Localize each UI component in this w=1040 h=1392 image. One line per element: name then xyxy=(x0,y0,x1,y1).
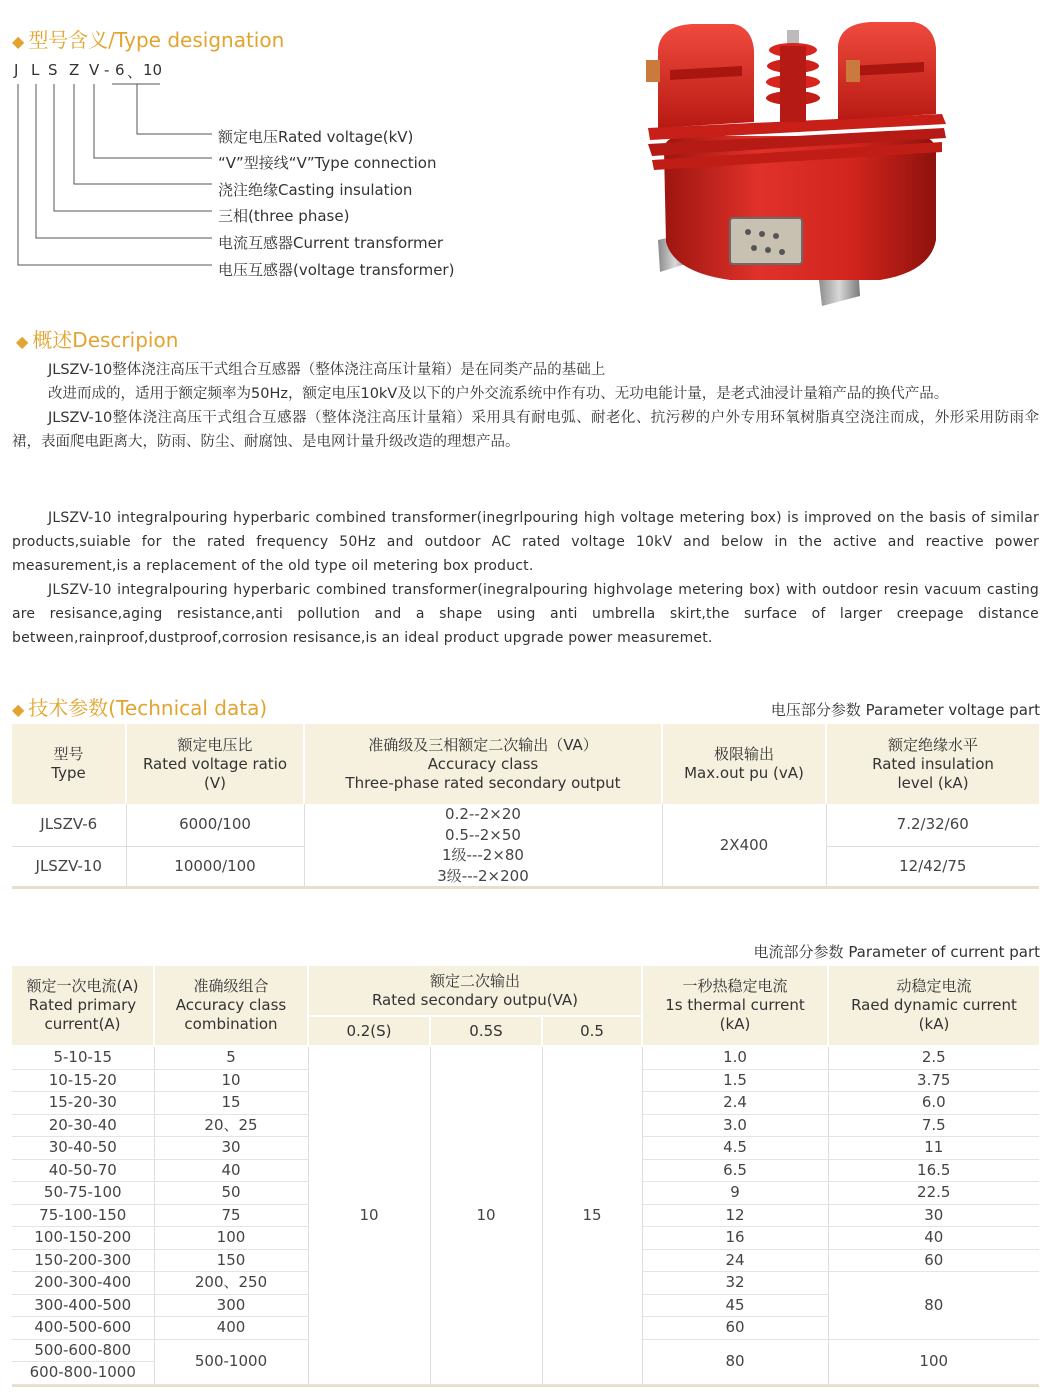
ch-combo-cn: 准确级组合 xyxy=(193,977,269,995)
ch-dynamic-cn: 动稳定电流 xyxy=(896,977,972,995)
cr-combo: 50 xyxy=(154,1182,308,1205)
cr-thermal: 4.5 xyxy=(642,1137,828,1160)
cr-primary: 50-75-100 xyxy=(12,1182,154,1205)
cr-thermal: 60 xyxy=(642,1317,828,1340)
ch-thermal-en: 1s thermal current xyxy=(665,996,805,1014)
vh-max-cn: 极限输出 xyxy=(713,745,774,763)
cr-primary: 150-200-300 xyxy=(12,1249,154,1272)
voltage-table xyxy=(12,724,1039,887)
cr-thermal: 9 xyxy=(642,1182,828,1205)
ch-combo-en1: Accuracy class xyxy=(175,996,287,1014)
code-letter-z: Z xyxy=(69,61,80,79)
vh-type-cn: 型号 xyxy=(53,745,84,763)
cr-combo: 75 xyxy=(154,1204,308,1227)
cn-paragraph-2: JLSZV-10整体浇注高压干式组合互感器（整体浇注高压计量箱）采用具有耐电弧、耐老化、抗污秽的户外专用环氧树脂真空浇注而成，外形采用防雨伞裙，表面爬电距离大，防雨、防尘、耐腐蚀、是电网计量升级改造的理想产品。 xyxy=(12,410,1039,450)
cr-combo: 400 xyxy=(154,1317,308,1340)
description-heading: 概述Descripion xyxy=(32,328,179,352)
cr-thermal: 2.4 xyxy=(642,1092,828,1115)
vh-ins-en1: Rated insulation xyxy=(872,754,994,773)
technical-heading: 技术参数(Technical data) xyxy=(28,696,268,720)
ch-sec-02s: 0.2(S) xyxy=(308,1016,430,1046)
cr-thermal: 12 xyxy=(642,1204,828,1227)
table-row xyxy=(12,804,1039,846)
vh-ratio-cn: 额定电压比 xyxy=(177,735,253,754)
current-table-wrap xyxy=(12,966,1039,1387)
voltage-table-wrap xyxy=(12,724,1039,889)
description-english xyxy=(12,506,1039,650)
cr-thermal: 45 xyxy=(642,1294,828,1317)
designation-casting-insulation: 浇注绝缘Casting insulation xyxy=(218,181,413,199)
secondary-terminal-box xyxy=(730,218,802,264)
cr-dynamic: 22.5 xyxy=(828,1182,1039,1205)
cr-dynamic: 100 xyxy=(828,1339,1039,1384)
diamond-bullet-icon: ◆ xyxy=(16,332,29,351)
designation-voltage-transformer: 电压互感器(voltage transformer) xyxy=(218,261,455,279)
right-terminal xyxy=(846,60,860,82)
vr-accuracy-3: 1级---2×80 xyxy=(442,846,524,864)
designation-current-transformer: 电流互感器Current transformer xyxy=(218,234,444,252)
center-insulator xyxy=(766,30,820,122)
cr-sec-05s: 10 xyxy=(430,1046,542,1384)
code-letter-j: J xyxy=(14,61,19,79)
diamond-bullet-icon: ◆ xyxy=(12,32,25,51)
ch-secondary xyxy=(308,966,642,1016)
current-table-bottom-rule xyxy=(12,1385,1039,1387)
cn-paragraph-1-line-1: JLSZV-10整体浇注高压干式组合互感器（整体浇注高压计量箱）是在同类产品的基础上 xyxy=(48,362,606,378)
cr-dynamic: 7.5 xyxy=(828,1114,1039,1137)
cr-primary: 75-100-150 xyxy=(12,1204,154,1227)
cr-thermal: 80 xyxy=(642,1339,828,1384)
ch-sec-en: Rated secondary outpu(VA) xyxy=(371,990,579,1009)
cr-thermal: 1.0 xyxy=(642,1046,828,1069)
cr-thermal: 24 xyxy=(642,1249,828,1272)
designation-rated-voltage: 额定电压Rated voltage(kV) xyxy=(218,128,414,146)
cr-dynamic: 16.5 xyxy=(828,1159,1039,1182)
ch-primary-cn: 额定一次电流(A) xyxy=(26,977,139,995)
cr-primary: 400-500-600 xyxy=(12,1317,154,1340)
description-chinese xyxy=(12,358,1039,454)
cr-dynamic: 80 xyxy=(828,1272,1039,1340)
vh-acc-en1: Accuracy class xyxy=(427,754,539,773)
code-separator: 、 xyxy=(127,63,143,81)
ch-primary-en1: Rated primary xyxy=(28,996,137,1014)
vr-accuracy xyxy=(304,804,662,887)
cn-paragraph-1: 改进而成的，适用于额定频率为50Hz，额定电压10kV及以下的户外交流系统中作有功、无功电能计量，是老式油浸计量箱产品的换代产品。 xyxy=(48,386,949,402)
current-table-header xyxy=(12,966,1039,1016)
cr-combo: 500-1000 xyxy=(154,1339,308,1384)
vh-acc-cn: 准确级及三相额定二次输出（VA） xyxy=(368,735,598,754)
cr-primary: 20-30-40 xyxy=(12,1114,154,1137)
cr-combo: 200、250 xyxy=(154,1272,308,1295)
cr-combo: 100 xyxy=(154,1227,308,1250)
vr-ratio: 6000/100 xyxy=(126,804,304,846)
cr-primary: 15-20-30 xyxy=(12,1092,154,1115)
left-terminal xyxy=(646,60,660,82)
designation-three-phase: 三相(three phase) xyxy=(218,207,350,225)
vr-max-output: 2X400 xyxy=(662,804,826,887)
code-letter-v: V xyxy=(89,61,100,79)
cr-dynamic: 11 xyxy=(828,1137,1039,1160)
vh-type-en: Type xyxy=(51,764,86,782)
vh-ins-cn: 额定绝缘水平 xyxy=(887,735,978,754)
cr-primary: 5-10-15 xyxy=(12,1046,154,1069)
cr-dynamic: 3.75 xyxy=(828,1069,1039,1092)
vh-insulation xyxy=(826,724,1039,804)
code-digit-6: 6 xyxy=(115,61,125,79)
ch-dynamic xyxy=(828,966,1039,1046)
voltage-table-header xyxy=(12,724,1039,804)
vh-type xyxy=(12,724,126,804)
table-row xyxy=(12,1046,1039,1069)
cr-combo: 10 xyxy=(154,1069,308,1092)
cr-dynamic: 30 xyxy=(828,1204,1039,1227)
ch-combo xyxy=(154,966,308,1046)
cr-thermal: 16 xyxy=(642,1227,828,1250)
cr-combo: 20、25 xyxy=(154,1114,308,1137)
ch-combo-en2: combination xyxy=(184,1015,278,1033)
vh-ratio-unit: (V) xyxy=(204,773,226,792)
cr-primary: 200-300-400 xyxy=(12,1272,154,1295)
type-designation-heading: 型号含义/Type designation xyxy=(28,28,285,52)
cr-primary: 500-600-800 xyxy=(12,1339,154,1362)
cr-primary: 40-50-70 xyxy=(12,1159,154,1182)
voltage-table-bottom-rule xyxy=(12,887,1039,889)
cr-sec-02s: 10 xyxy=(308,1046,430,1384)
ch-thermal-unit: (kA) xyxy=(719,1015,751,1033)
cr-combo: 300 xyxy=(154,1294,308,1317)
vh-ratio-en: Rated voltage ratio xyxy=(142,754,288,773)
ch-primary-en2: current(A) xyxy=(44,1015,121,1033)
vr-insulation: 7.2/32/60 xyxy=(826,804,1039,846)
cr-primary: 10-15-20 xyxy=(12,1069,154,1092)
vr-accuracy-2: 0.5--2×50 xyxy=(445,825,521,844)
cr-combo: 150 xyxy=(154,1249,308,1272)
cr-primary: 600-800-1000 xyxy=(12,1362,154,1385)
cr-primary: 100-150-200 xyxy=(12,1227,154,1250)
cr-dynamic: 40 xyxy=(828,1227,1039,1250)
cr-thermal: 3.0 xyxy=(642,1114,828,1137)
vh-ratio xyxy=(126,724,304,804)
ch-thermal xyxy=(642,966,828,1046)
en-paragraph-1: JLSZV-10 integralpouring hyperbaric combined transformer(inegrlpouring high voltage metering box) is improved on the basis of similar products,suiable for the rated frequency 50Hz and outdoor AC rated voltage 10kV and below in the active and reactive power measurement,is a replacement of the old type oil metering box product. xyxy=(12,510,1039,574)
code-dash: - xyxy=(104,61,110,79)
code-letter-s: S xyxy=(48,61,58,79)
code-digits-10: 10 xyxy=(143,61,163,79)
vh-max xyxy=(662,724,826,804)
vh-ins-en2: level (kA) xyxy=(897,773,969,792)
ch-thermal-cn: 一秒热稳定电流 xyxy=(682,977,788,995)
ch-primary xyxy=(12,966,154,1046)
vr-ratio: 10000/100 xyxy=(126,846,304,886)
en-paragraph-2: JLSZV-10 integralpouring hyperbaric combined transformer(inegralpouring highvolage metering box) with outdoor resin vacuum casting are resisance,aging resistance,anti pollution and a shape using anti umbrella skirt,the surface of larger creepage distance between,rainproof,dustproof,corrosion resisance,is an ideal product upgrade power measuremet. xyxy=(12,582,1039,646)
cr-combo: 5 xyxy=(154,1046,308,1069)
vr-type: JLSZV-10 xyxy=(12,846,126,886)
cr-primary: 300-400-500 xyxy=(12,1294,154,1317)
ch-sec-05: 0.5 xyxy=(542,1016,642,1046)
cr-thermal: 32 xyxy=(642,1272,828,1295)
cr-combo: 30 xyxy=(154,1137,308,1160)
ch-sec-05s: 0.5S xyxy=(430,1016,542,1046)
designation-v-connection: “V”型接线“V”Type connection xyxy=(218,154,437,172)
description-title xyxy=(16,324,178,353)
cr-thermal: 6.5 xyxy=(642,1159,828,1182)
cr-dynamic: 2.5 xyxy=(828,1046,1039,1069)
ch-sec-cn: 额定二次输出 xyxy=(429,971,520,990)
diamond-bullet-icon: ◆ xyxy=(12,700,25,719)
cr-thermal: 1.5 xyxy=(642,1069,828,1092)
vh-accuracy xyxy=(304,724,662,804)
voltage-part-caption: 电压部分参数 Parameter voltage part xyxy=(770,701,1040,719)
code-letter-l: L xyxy=(31,61,40,79)
cr-combo: 15 xyxy=(154,1092,308,1115)
vr-accuracy-1: 0.2--2×20 xyxy=(445,805,521,823)
cr-combo: 40 xyxy=(154,1159,308,1182)
cr-sec-05: 15 xyxy=(542,1046,642,1384)
vr-insulation: 12/42/75 xyxy=(826,846,1039,886)
designation-connector-lines xyxy=(0,0,230,290)
current-table xyxy=(12,966,1039,1385)
cr-dynamic: 60 xyxy=(828,1249,1039,1272)
technical-title xyxy=(12,692,267,721)
ch-dynamic-en: Raed dynamic current xyxy=(851,996,1017,1014)
ch-dynamic-unit: (kA) xyxy=(918,1015,950,1033)
vh-max-en: Max.out pu (vA) xyxy=(684,764,804,782)
current-part-caption: 电流部分参数 Parameter of current part xyxy=(753,943,1040,961)
product-image xyxy=(630,10,960,310)
vr-type: JLSZV-6 xyxy=(12,804,126,846)
vh-acc-en2: Three-phase rated secondary output xyxy=(345,773,621,792)
cr-dynamic: 6.0 xyxy=(828,1092,1039,1115)
vr-accuracy-4: 3级---2×200 xyxy=(437,866,529,885)
cr-primary: 30-40-50 xyxy=(12,1137,154,1160)
